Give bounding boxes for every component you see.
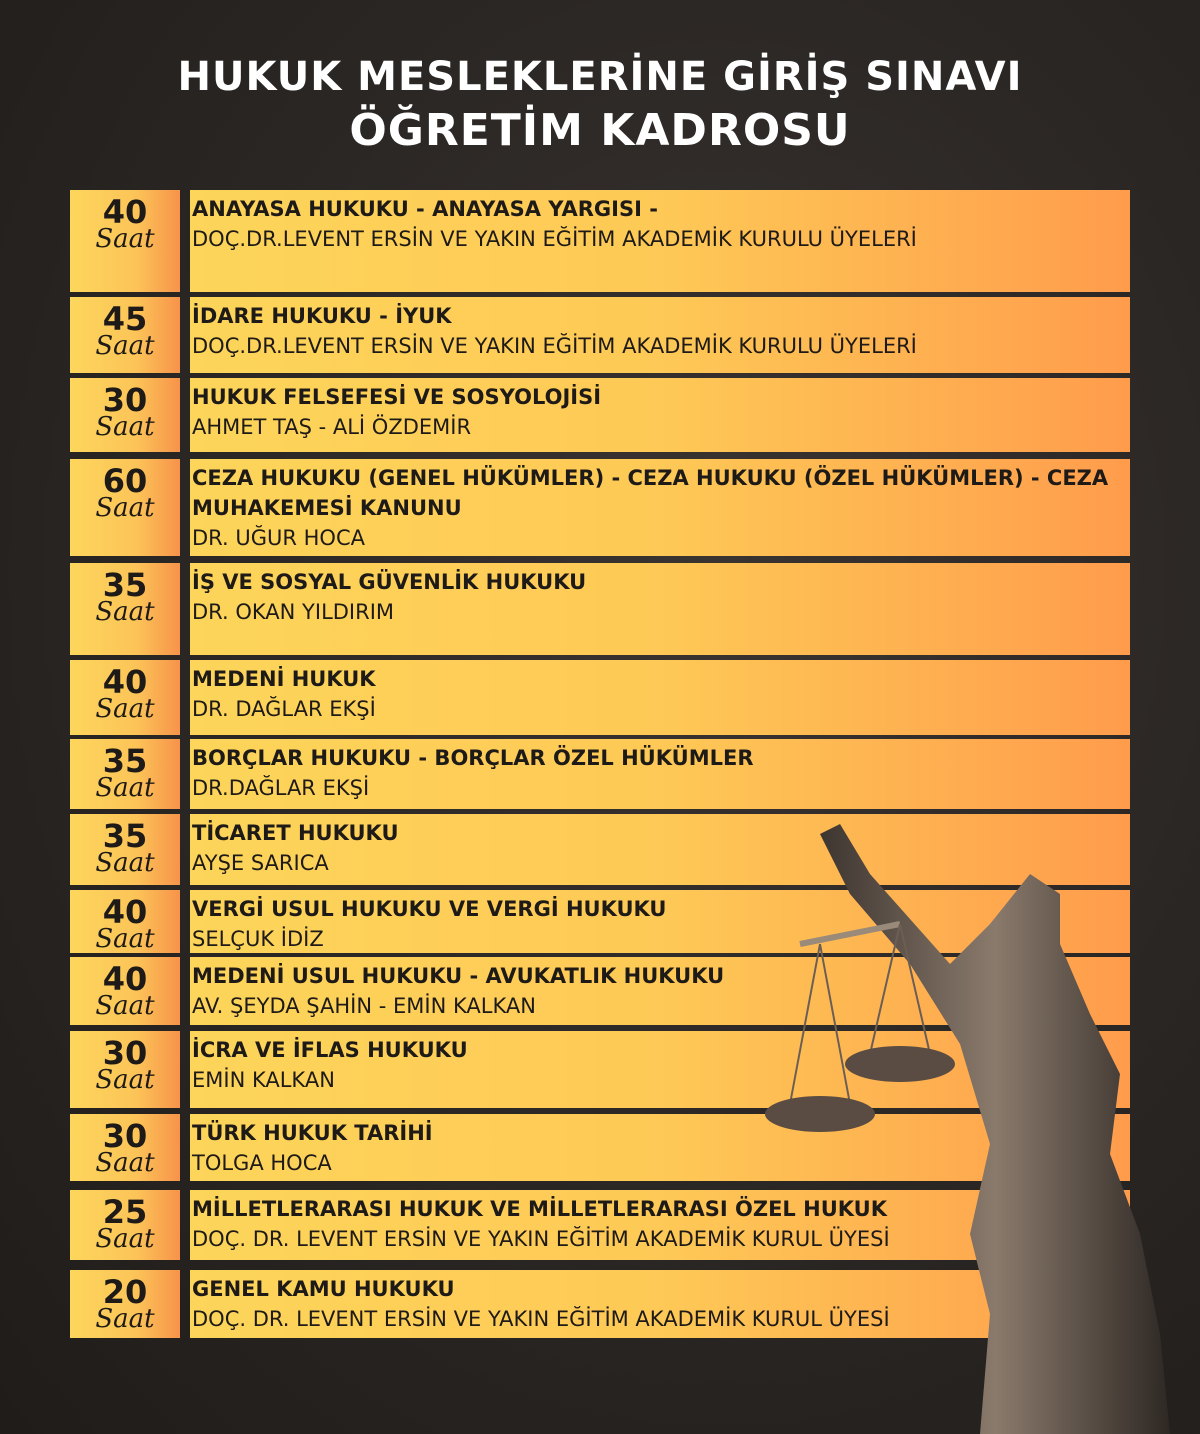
hours-number: 30 bbox=[102, 1034, 148, 1072]
course-teacher: DOÇ.DR.LEVENT ERSİN VE YAKIN EĞİTİM AKADEMİK KURULU ÜYELERİ bbox=[192, 227, 917, 251]
lady-justice-statue-image bbox=[760, 814, 1200, 1434]
hours-number: 30 bbox=[102, 1117, 148, 1155]
hours-unit: Saat bbox=[95, 1224, 155, 1254]
course-teacher: DOÇ. DR. LEVENT ERSİN VE YAKIN EĞİTİM AKADEMİK KURUL ÜYESİ bbox=[192, 1227, 890, 1251]
course-row bbox=[70, 563, 1130, 655]
course-subject: CEZA HUKUKU (GENEL HÜKÜMLER) - CEZA HUKUKU (ÖZEL HÜKÜMLER) - CEZA MUHAKEMESİ KANUNU bbox=[192, 466, 1109, 520]
course-subject: İŞ VE SOSYAL GÜVENLİK HUKUKU bbox=[192, 570, 587, 594]
course-subject: MEDENİ USUL HUKUKU - AVUKATLIK HUKUKU bbox=[192, 964, 725, 988]
hours-unit: Saat bbox=[95, 773, 155, 803]
hours-number: 20 bbox=[102, 1273, 148, 1311]
course-teacher: DR. UĞUR HOCA bbox=[192, 526, 365, 550]
course-teacher: DOÇ.DR.LEVENT ERSİN VE YAKIN EĞİTİM AKADEMİK KURULU ÜYELERİ bbox=[192, 334, 917, 358]
hours-number: 35 bbox=[102, 742, 148, 780]
course-teacher: TOLGA HOCA bbox=[192, 1151, 332, 1175]
course-subject: BORÇLAR HUKUKU - BORÇLAR ÖZEL HÜKÜMLER bbox=[192, 746, 754, 770]
course-subject: TÜRK HUKUK TARİHİ bbox=[192, 1121, 433, 1145]
hours-number: 35 bbox=[102, 817, 148, 855]
hours-number: 45 bbox=[102, 300, 148, 338]
hours-unit: Saat bbox=[95, 694, 155, 724]
hours-unit: Saat bbox=[95, 1065, 155, 1095]
hours-unit: Saat bbox=[95, 924, 155, 954]
hours-unit: Saat bbox=[95, 224, 155, 254]
course-row bbox=[70, 190, 1130, 292]
hours-badge bbox=[70, 1190, 180, 1260]
course-teacher: SELÇUK İDİZ bbox=[192, 927, 324, 951]
hours-number: 60 bbox=[102, 462, 148, 500]
hours-badge bbox=[70, 1114, 180, 1181]
hours-unit: Saat bbox=[95, 1304, 155, 1334]
course-subject: GENEL KAMU HUKUKU bbox=[192, 1277, 455, 1301]
hours-number: 30 bbox=[102, 381, 148, 419]
hours-badge bbox=[70, 297, 180, 373]
hours-badge bbox=[70, 739, 180, 809]
hours-badge bbox=[70, 1031, 180, 1108]
course-info bbox=[190, 190, 1130, 292]
hours-unit: Saat bbox=[95, 991, 155, 1021]
hours-number: 40 bbox=[102, 960, 148, 998]
course-subject: TİCARET HUKUKU bbox=[192, 821, 399, 845]
course-subject: ANAYASA HUKUKU - ANAYASA YARGISI - bbox=[192, 197, 658, 221]
hours-badge bbox=[70, 563, 180, 655]
hours-badge bbox=[70, 890, 180, 953]
title-line-1: HUKUK MESLEKLERİNE GİRİŞ SINAVI bbox=[177, 54, 1023, 100]
title-line-2: ÖĞRETİM KADROSU bbox=[349, 105, 851, 156]
course-teacher: AHMET TAŞ - ALİ ÖZDEMİR bbox=[192, 415, 472, 439]
hours-number: 35 bbox=[102, 566, 148, 604]
course-row bbox=[70, 459, 1130, 556]
hours-unit: Saat bbox=[95, 412, 155, 442]
course-subject: İCRA VE İFLAS HUKUKU bbox=[192, 1038, 468, 1062]
hours-badge bbox=[70, 957, 180, 1025]
course-row bbox=[70, 739, 1130, 809]
hours-badge bbox=[70, 190, 180, 292]
hours-badge bbox=[70, 660, 180, 735]
course-info bbox=[190, 739, 1130, 809]
course-subject: İDARE HUKUKU - İYUK bbox=[192, 304, 452, 328]
course-info bbox=[190, 378, 1130, 452]
page-title bbox=[0, 52, 1200, 160]
course-info bbox=[190, 459, 1130, 556]
course-teacher: DOÇ. DR. LEVENT ERSİN VE YAKIN EĞİTİM AKADEMİK KURUL ÜYESİ bbox=[192, 1307, 890, 1331]
course-teacher: DR. DAĞLAR EKŞİ bbox=[192, 697, 376, 721]
hours-badge bbox=[70, 814, 180, 885]
course-subject: MİLLETLERARASI HUKUK VE MİLLETLERARASI ÖZEL HUKUK bbox=[192, 1197, 887, 1221]
course-subject: HUKUK FELSEFESİ VE SOSYOLOJİSİ bbox=[192, 385, 602, 409]
course-teacher: DR. OKAN YILDIRIM bbox=[192, 600, 395, 624]
course-teacher: EMİN KALKAN bbox=[192, 1068, 335, 1092]
hours-badge bbox=[70, 459, 180, 556]
hours-unit: Saat bbox=[95, 493, 155, 523]
hours-number: 25 bbox=[102, 1193, 148, 1231]
course-teacher: AV. ŞEYDA ŞAHİN - EMİN KALKAN bbox=[192, 994, 536, 1018]
course-info bbox=[190, 563, 1130, 655]
hours-unit: Saat bbox=[95, 1148, 155, 1178]
course-info bbox=[190, 297, 1130, 373]
hours-number: 40 bbox=[102, 663, 148, 701]
course-row bbox=[70, 297, 1130, 373]
hours-badge bbox=[70, 1270, 180, 1338]
hours-number: 40 bbox=[102, 893, 148, 931]
hours-badge bbox=[70, 378, 180, 452]
hours-number: 40 bbox=[102, 193, 148, 231]
course-row bbox=[70, 660, 1130, 735]
course-info bbox=[190, 660, 1130, 735]
hours-unit: Saat bbox=[95, 848, 155, 878]
course-teacher: DR.DAĞLAR EKŞİ bbox=[192, 776, 370, 800]
hours-unit: Saat bbox=[95, 331, 155, 361]
hours-unit: Saat bbox=[95, 597, 155, 627]
course-subject: MEDENİ HUKUK bbox=[192, 667, 376, 691]
course-subject: VERGİ USUL HUKUKU VE VERGİ HUKUKU bbox=[192, 897, 667, 921]
course-teacher: AYŞE SARICA bbox=[192, 851, 329, 875]
course-row bbox=[70, 378, 1130, 452]
